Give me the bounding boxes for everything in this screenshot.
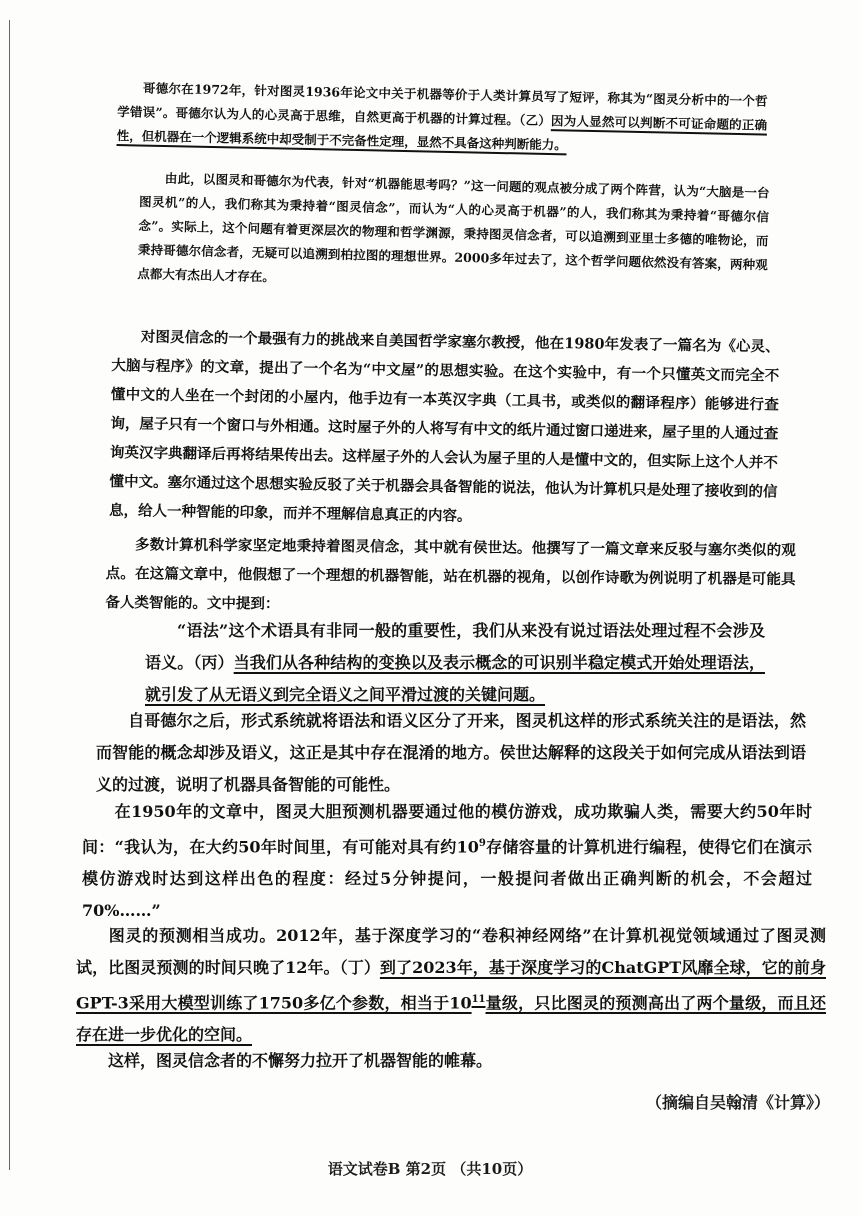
paragraph-turing-prediction [82,796,812,927]
paragraph-two-camps [137,166,770,301]
paragraph-godel-critique [116,76,767,162]
paragraph-hofstadter [105,530,796,623]
underlined-passage-ding: 到了2023年，基于深度学习的ChatGPT风靡全球，它的前身GPT-3采用大模型训练了1750多亿个参数，相当于10 [76,958,826,1013]
paragraph-syntax-semantics [96,705,806,801]
source-citation: （摘编自吴翰清《计算》） [645,1093,830,1112]
paragraph-text: 在1950年的文章中，图灵大胆预测机器要通过他的模仿游戏，成功欺骗人类，需要大约50年时间：“我认为，在大约50年时间里，有可能对具有约10 [82,802,812,857]
quoted-passage [145,615,765,711]
binding-margin-line [9,20,10,1170]
paragraph-conclusion [76,1045,826,1077]
paragraph-text: 对图灵信念的一个最强有力的挑战来自美国哲学家塞尔教授，他在1980年发表了一篇名为《心灵、大脑与程序》的文章，提出了一个名为“中文屋”的思想实验。在这个实验中，有一个只懂英文而完全不懂中文的人坐在一个封闭的小屋内，他手边有一本英汉字典（工具书，或类似的翻译程序）能够进行查询，屋子只有一个窗口与外相通。这时屋子外的人将写有中文的纸片通过窗口递进来，屋子里的人通过查询英汉字典翻译后再将结果传出去。这样屋子外的人会认为屋子里的人是懂中文的，但实际上这个人并不懂中文。塞尔通过这个思想实验反驳了关于机器会具备智能的说法，他认为计算机只是处理了接收到的信息，给人一种智能的印象，而并不理解信息真正的内容。 [108,328,780,525]
underlined-passage-yi: 因为人显然可以判断不可证命题的正确性，但机器在一个逻辑系统中却受制于不完备性定理，显然不具备这种判断能力。 [116,113,768,153]
paragraph-text: 存储容量的计算机进行编程，使得它们在演示模仿游戏时达到这样出色的程度：经过5分钟提问，一般提问者做出正确判断的机会，不会超过70%……” [82,837,812,921]
paragraph-chinese-room [109,322,780,535]
paragraph-prediction-success [76,920,826,1051]
page-footer: 语文试卷B 第2页 （共10页） [327,1160,533,1178]
underlined-passage-ding-cont: 量级，只比图灵的预测高出了两个量级，而且还存在进一步优化的空间。 [76,993,826,1045]
paragraph-text: 多数计算机科学家坚定地秉持着图灵信念，其中就有侯世达。他撰写了一篇文章来反驳与塞尔类似的观点。在这篇文章中，他假想了一个理想的机器智能，站在机器的视角，以创作诗歌为例说明了机器是可能具备人类智能的。文中提到： [105,536,796,613]
paragraph-text: 哥德尔在1972年，针对图灵1936年论文中关于机器等价于人类计算员写了短评，称其为“图灵分析中的一个哲学错误”。哥德尔认为人的心灵高于思维，自然更高于机器的计算过程。（乙） [117,80,768,129]
exponent: 9 [478,838,486,849]
underlined-passage-bing: 当我们从各种结构的变换以及表示概念的可识别半稳定模式开始处理语法，就引发了从无语义到完全语义之间平滑过渡的关键问题。 [145,653,765,704]
paragraph-text: “语法”这个术语具有非同一般的重要性，我们从来没有说过语法处理过程不会涉及语义。（丙） [145,621,765,672]
paragraph-text: 图灵的预测相当成功。2012年，基于深度学习的“卷积神经网络”在计算机视觉领域通过了图灵测试，比图灵预测的时间只晚了12年。（丁） [76,926,826,977]
paragraph-text: 由此，以图灵和哥德尔为代表，针对“机器能思考吗？”这一问题的观点被分成了两个阵营，认为“大脑是一台图灵机”的人，我们称其为秉持着“图灵信念”，而认为“人的心灵高于机器”的人，我们称其为秉持着“哥德尔信念”。实际上，这个问题有着更深层次的物理和哲学渊源，秉持图灵信念者，可以追溯到亚里士多德的唯物论，而秉持哥德尔信念者，无疑可以追溯到柏拉图的理想世界。2000多年过去了，这个哲学问题依然没有答案，两种观点都大有杰出人才存在。 [137,170,770,285]
exponent: 11 [471,994,486,1005]
paragraph-text: 这样，图灵信念者的不懈努力拉开了机器智能的帷幕。 [108,1051,493,1070]
paragraph-text: 自哥德尔之后，形式系统就将语法和语义区分了开来，图灵机这样的形式系统关注的是语法，然而智能的概念却涉及语义，这正是其中存在混淆的地方。侯世达解释的这段关于如何完成从语法到语义的过渡，说明了机器具备智能的可能性。 [96,711,806,794]
